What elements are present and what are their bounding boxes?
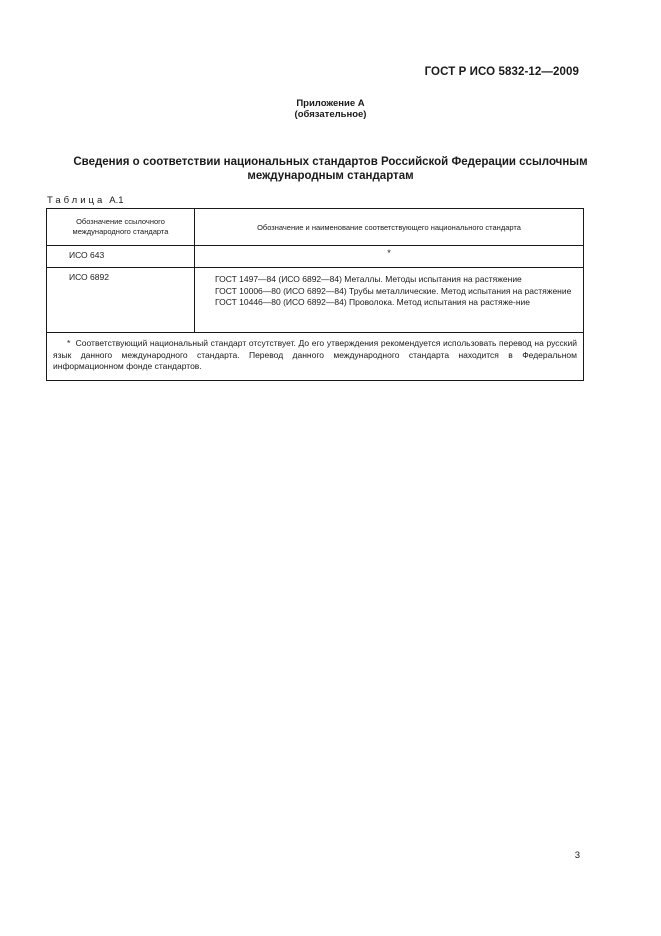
gost-cell-missing: * (195, 246, 584, 268)
gost-entry: ГОСТ 1497—84 (ИСО 6892—84) Металлы. Методы испытания на растяжение (215, 274, 522, 284)
gost-entry: ГОСТ 10006—80 (ИСО 6892—84) Трубы металлические. Метод испытания на растяжение (215, 285, 572, 296)
section-title-line-2: международным стандартам (247, 170, 414, 182)
table-header-row (47, 209, 584, 246)
table-caption-number: А.1 (109, 195, 124, 206)
table-row (47, 268, 584, 333)
footnote-marker: * (67, 338, 71, 348)
correspondence-table (46, 208, 584, 381)
table-footnote (47, 333, 584, 381)
table-caption-label: Таблица (47, 195, 106, 206)
section-title (40, 155, 621, 183)
table-caption (47, 195, 124, 206)
appendix-subtitle: (обязательное) (294, 109, 367, 120)
appendix-title: Приложение А (296, 98, 365, 109)
gost-entry: ГОСТ 10446—80 (ИСО 6892—84) Проволока. Метод испытания на растяже-ние (215, 297, 531, 307)
iso-cell: ИСО 643 (47, 246, 195, 268)
footnote-text: Соответствующий национальный стандарт отсутствует. До его утверждения рекомендуется использовать перевод на русский язык данного международного стандарта. Перевод данного международного стандарта находится в Федеральном информационном фонде стандартов. (53, 338, 577, 371)
gost-cell (195, 268, 584, 333)
appendix-heading (0, 98, 661, 120)
section-title-line-1: Сведения о соответствии национальных стандартов Российской Федерации ссылочным (73, 156, 588, 168)
document-code: ГОСТ Р ИСО 5832-12—2009 (424, 66, 579, 78)
page-number: 3 (574, 850, 580, 861)
table-row (47, 246, 584, 268)
header-gost-column: Обозначение и наименование соответствующего национального стандарта (195, 209, 584, 246)
header-iso-column: Обозначение ссылочного международного стандарта (47, 209, 195, 246)
table-footnote-row (47, 333, 584, 381)
iso-cell: ИСО 6892 (47, 268, 195, 333)
